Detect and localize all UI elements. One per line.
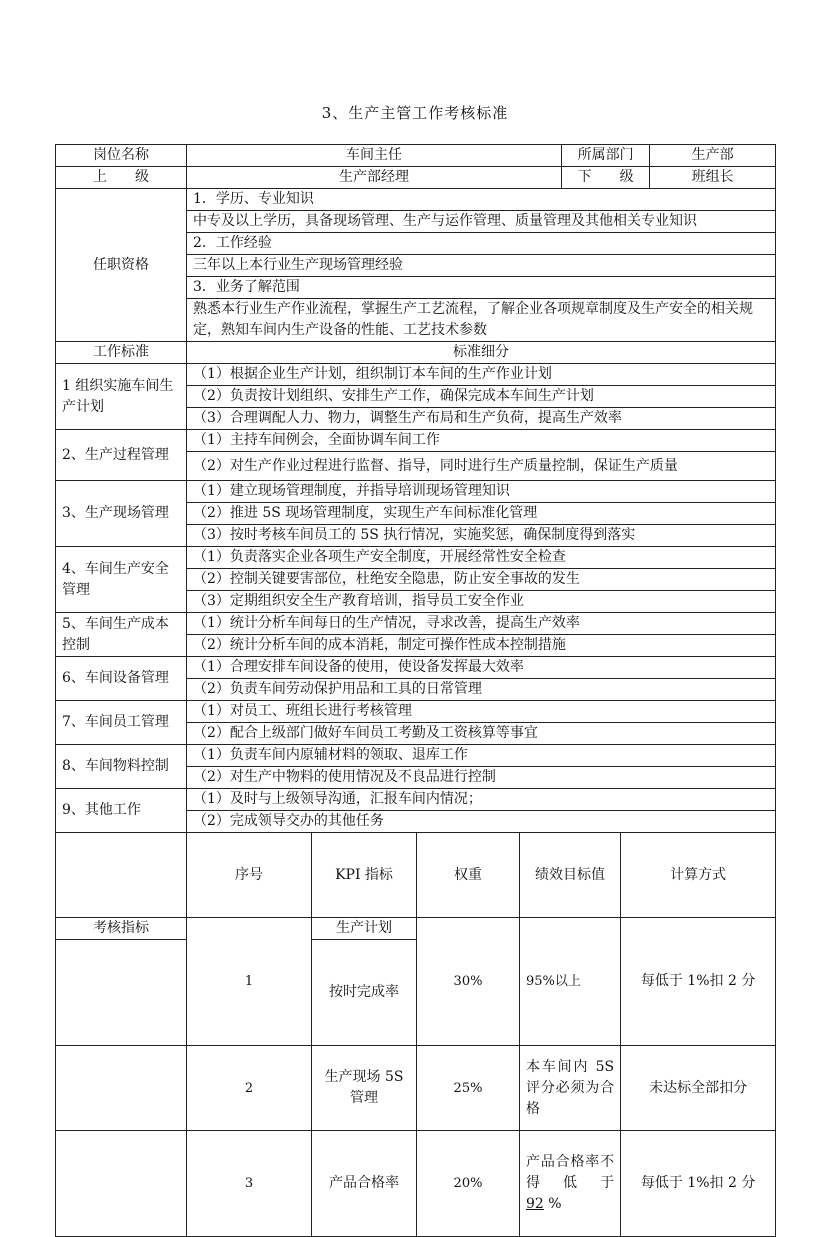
standards-col-header: 工作标准 bbox=[56, 342, 187, 364]
post-row bbox=[56, 145, 776, 167]
kpi-header-row bbox=[56, 833, 776, 918]
standard-item: （1）统计分析车间每日的生产情况，寻求改善，提高生产效率 bbox=[187, 613, 776, 635]
standard-item: （2）统计分析车间的成本消耗，制定可操作性成本控制措施 bbox=[187, 635, 776, 657]
post-label: 岗位名称 bbox=[56, 145, 187, 167]
page-title: 3、生产主管工作考核标准 bbox=[321, 104, 509, 122]
superior-row bbox=[56, 167, 776, 189]
kpi-blank-cell bbox=[56, 833, 187, 918]
kpi-no: 3 bbox=[187, 1131, 312, 1237]
qualification-row bbox=[56, 189, 776, 211]
standard-item: （2）推进 5S 现场管理制度，实现生产车间标准化管理 bbox=[187, 503, 776, 525]
standard-name: 2、生产过程管理 bbox=[56, 430, 187, 481]
standard-item: （1）对员工、班组长进行考核管理 bbox=[187, 701, 776, 723]
qualification-line: 2．工作经验 bbox=[187, 233, 776, 255]
standard-item: （3）按时考核车间员工的 5S 执行情况，实施奖惩，确保制度得到落实 bbox=[187, 525, 776, 547]
kpi-name-part: 按时完成率 bbox=[312, 940, 417, 1046]
standards-header-row bbox=[56, 342, 776, 364]
standard-name: 6、车间设备管理 bbox=[56, 657, 187, 701]
standard-item: （2）控制关键要害部位，杜绝安全隐患，防止安全事故的发生 bbox=[187, 569, 776, 591]
standard-item: （1）根据企业生产计划，组织制订本车间的生产作业计划 bbox=[187, 364, 776, 386]
superior-value: 生产部经理 bbox=[187, 167, 562, 189]
qualification-line: 1．学历、专业知识 bbox=[187, 189, 776, 211]
kpi-name-part: 生产计划 bbox=[312, 918, 417, 940]
kpi-col-name: KPI 指标 bbox=[312, 833, 417, 918]
standard-item: （1）合理安排车间设备的使用，使设备发挥最大效率 bbox=[187, 657, 776, 679]
qualification-label: 任职资格 bbox=[56, 189, 187, 342]
standard-item: （2）完成领导交办的其他任务 bbox=[187, 811, 776, 833]
standard-item: （1）建立现场管理制度，并指导培训现场管理知识 bbox=[187, 481, 776, 503]
kpi-col-weight: 权重 bbox=[417, 833, 520, 918]
standard-item: （3）定期组织安全生产教育培训，指导员工安全作业 bbox=[187, 591, 776, 613]
standard-name: 1 组织实施车间生产计划 bbox=[56, 364, 187, 430]
kpi-target: 本车间内 5S 评分必须为合格 bbox=[520, 1046, 621, 1131]
qualification-line: 三年以上本行业生产现场管理经验 bbox=[187, 255, 776, 277]
qualification-line: 3．业务了解范围 bbox=[187, 277, 776, 299]
kpi-label-blank bbox=[56, 1046, 187, 1131]
qualification-line: 中专及以上学历，具备现场管理、生产与运作管理、质量管理及其他相关专业知识 bbox=[187, 211, 776, 233]
standard-name: 4、车间生产安全管理 bbox=[56, 547, 187, 613]
standard-item: （2）配合上级部门做好车间员工考勤及工资核算等事宜 bbox=[187, 723, 776, 745]
kpi-label-blank bbox=[56, 1131, 187, 1237]
standard-item: （1）负责落实企业各项生产安全制度，开展经常性安全检查 bbox=[187, 547, 776, 569]
standards-detail-header: 标准细分 bbox=[187, 342, 776, 364]
standard-name: 8、车间物料控制 bbox=[56, 745, 187, 789]
assessment-table bbox=[55, 144, 776, 1237]
standard-name: 9、其他工作 bbox=[56, 789, 187, 833]
kpi-col-target: 绩效目标值 bbox=[520, 833, 621, 918]
standard-item: （1）主持车间例会，全面协调车间工作 bbox=[187, 430, 776, 452]
kpi-calc: 未达标全部扣分 bbox=[621, 1046, 776, 1131]
kpi-target bbox=[520, 1131, 621, 1237]
dept-value: 生产部 bbox=[650, 145, 776, 167]
kpi-weight: 30% bbox=[417, 918, 520, 1046]
kpi-weight: 20% bbox=[417, 1131, 520, 1237]
kpi-name: 生产现场 5S 管理 bbox=[312, 1046, 417, 1131]
standard-name: 7、车间员工管理 bbox=[56, 701, 187, 745]
kpi-col-no: 序号 bbox=[187, 833, 312, 918]
kpi-name: 产品合格率 bbox=[312, 1131, 417, 1237]
standard-item: （2）负责车间劳动保护用品和工具的日常管理 bbox=[187, 679, 776, 701]
kpi-label-blank bbox=[56, 940, 187, 1046]
kpi-weight: 25% bbox=[417, 1046, 520, 1131]
post-value: 车间主任 bbox=[187, 145, 562, 167]
standard-item: （3）合理调配人力、物力，调整生产布局和生产负荷，提高生产效率 bbox=[187, 408, 776, 430]
kpi-label: 考核指标 bbox=[56, 918, 187, 940]
standard-name: 3、生产现场管理 bbox=[56, 481, 187, 547]
kpi-target-number: 92 bbox=[526, 1196, 544, 1212]
subordinate-label: 下 级 bbox=[562, 167, 650, 189]
standard-item: （2）对生产中物料的使用情况及不良品进行控制 bbox=[187, 767, 776, 789]
kpi-target-text: 产品合格率不得低于 bbox=[526, 1154, 615, 1191]
kpi-calc: 每低于 1%扣 2 分 bbox=[621, 1131, 776, 1237]
kpi-target: 95%以上 bbox=[520, 918, 621, 1046]
kpi-col-calc: 计算方式 bbox=[621, 833, 776, 918]
superior-label: 上 级 bbox=[56, 167, 187, 189]
kpi-calc: 每低于 1%扣 2 分 bbox=[621, 918, 776, 1046]
standard-item: （2）负责按计划组织、安排生产工作，确保完成本车间生产计划 bbox=[187, 386, 776, 408]
kpi-target-unit: % bbox=[543, 1196, 562, 1212]
standard-item: （1）及时与上级领导沟通，汇报车间内情况； bbox=[187, 789, 776, 811]
subordinate-value: 班组长 bbox=[650, 167, 776, 189]
standard-name: 5、车间生产成本控制 bbox=[56, 613, 187, 657]
kpi-no: 1 bbox=[187, 918, 312, 1046]
qualification-line: 熟悉本行业生产作业流程，掌握生产工艺流程，了解企业各项规章制度及生产安全的相关规定，熟知车间内生产设备的性能、工艺技术参数 bbox=[187, 299, 776, 342]
kpi-no: 2 bbox=[187, 1046, 312, 1131]
standard-item: （2）对生产作业过程进行监督、指导，同时进行生产质量控制，保证生产质量 bbox=[187, 452, 776, 481]
dept-label: 所属部门 bbox=[562, 145, 650, 167]
standard-item: （1）负责车间内原辅材料的领取、退库工作 bbox=[187, 745, 776, 767]
